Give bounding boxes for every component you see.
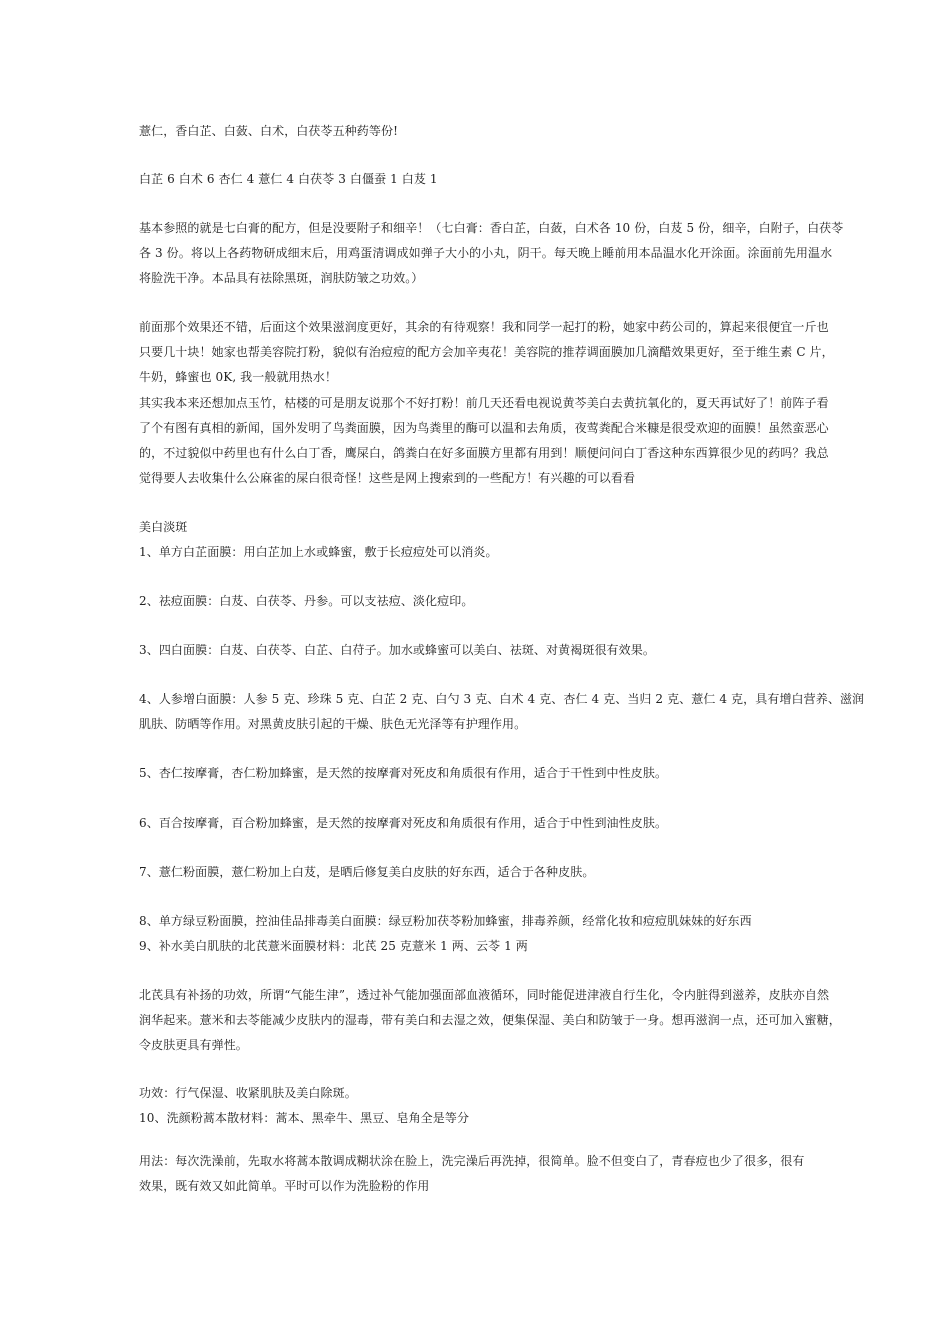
text-line: 薏仁，香白芷、白蔹、白术，白茯苓五种药等份! (139, 124, 399, 138)
text-line: 1、单方白芷面膜：用白芷加上水或蜂蜜，敷于长痘痘处可以消炎。 (139, 545, 498, 559)
text-line: 白芷 6 白术 6 杏仁 4 薏仁 4 白茯苓 3 白僵蚕 1 白芨 1 (139, 172, 438, 186)
text-line: 6、百合按摩膏，百合粉加蜂蜜，是天然的按摩膏对死皮和角质很有作用，适合于中性到油性皮肤。 (139, 816, 668, 830)
text-line: 前面那个效果还不错，后面这个效果滋润度更好，其余的有待观察！我和同学一起打的粉，她家中药公司的，算起来很便宜一斤也 (139, 320, 829, 334)
text-line: 润华起来。薏米和去苓能减少皮肤内的湿毒，带有美白和去湿之效，便集保湿、美白和防皱于一身。想再滋润一点，还可加入蜜糖， (139, 1013, 841, 1027)
text-line: 9、补水美白肌肤的北芪薏米面膜材料：北芪 25 克薏米 1 两、云苓 1 两 (139, 939, 528, 953)
text-line: 牛奶，蜂蜜也 0K, 我一般就用热水！ (139, 370, 337, 384)
text-line: 的，不过貌似中药里也有什么白丁香，鹰屎白，鸽粪白在好多面膜方里都有用到！顺便问问白丁香这种东西算很少见的药吗？我总 (139, 446, 829, 460)
text-line: 7、薏仁粉面膜，薏仁粉加上白芨，是晒后修复美白皮肤的好东西，适合于各种皮肤。 (139, 865, 595, 879)
text-line: 5、杏仁按摩膏，杏仁粉加蜂蜜，是天然的按摩膏对死皮和角质很有作用，适合于干性到中性皮肤。 (139, 766, 668, 780)
text-line: 10、洗颜粉蒿本散材料：蒿本、黑牵牛、黑豆、皂角全是等分 (139, 1111, 470, 1125)
text-line: 4、人参增白面膜：人参 5 克、珍珠 5 克、白芷 2 克、白勺 3 克、白术 4 克、杏仁 4 克、当归 2 克、薏仁 4 克，具有增白营养、滋润 (139, 692, 865, 706)
text-line: 觉得要人去收集什么公麻雀的屎白很奇怪！这些是网上搜索到的一些配方！有兴趣的可以看看 (139, 471, 636, 485)
text-line: 令皮肤更具有弹性。 (139, 1038, 248, 1052)
text-line: 3、四白面膜：白芨、白茯苓、白芷、白苻子。加水或蜂蜜可以美白、祛斑、对黄褐斑很有效果。 (139, 643, 655, 657)
text-line: 北芪具有补扬的功效，所谓“气能生津”，透过补气能加强面部血液循环，同时能促进津液自行生化，令内脏得到滋养，皮肤亦自然 (139, 988, 830, 1002)
text-line: 只要几十块！她家也帮美容院打粉，貌似有治痘痘的配方会加辛夷花！美容院的推荐调面膜加几滴醋效果更好，至于维生素 C 片， (139, 345, 834, 359)
text-line: 各 3 份。将以上各药物研成细末后，用鸡蛋清调成如弹子大小的小丸，阴干。每天晚上睡前用本品温水化开涂面。涂面前先用温水 (139, 246, 833, 260)
text-line: 2、祛痘面膜：白芨、白茯苓、丹参。可以支祛痘、淡化痘印。 (139, 594, 474, 608)
text-line: 效果，既有效又如此简单。平时可以作为洗脸粉的作用 (139, 1179, 430, 1193)
text-line: 肌肤、防晒等作用。对黑黄皮肤引起的干燥、肤色无光泽等有护理作用。 (139, 717, 527, 731)
text-line: 功效：行气保湿、收紧肌肤及美白除斑。 (139, 1086, 357, 1100)
text-line: 了个有图有真相的新闻，国外发明了鸟粪面膜，因为鸟粪里的酶可以温和去角质，夜莺粪配合米糠是很受欢迎的面膜！虽然蛮恶心 (139, 421, 829, 435)
text-line: 基本参照的就是七白膏的配方，但是没要附子和细辛！（七白膏：香白芷，白蔹，白术各 10 份，白芨 5 份，细辛，白附子，白茯苓 (139, 221, 844, 235)
text-line: 其实我本来还想加点玉竹，枯楼的可是朋友说那个不好打粉！前几天还看电视说黄芩美白去黄抗氧化的，夏天再试好了！前阵子看 (139, 396, 829, 410)
text-line: 用法：每次洗澡前，先取水将蒿本散调成糊状涂在脸上，洗完澡后再洗掉，很简单。脸不但变白了，青春痘也少了很多，很有 (139, 1154, 805, 1168)
section-heading: 美白淡斑 (139, 520, 188, 534)
text-line: 将脸洗干净。本品具有祛除黑斑，润肤防皱之功效。） (139, 271, 424, 285)
text-line: 8、单方绿豆粉面膜，控油佳品排毒美白面膜：绿豆粉加茯苓粉加蜂蜜，排毒养颜，经常化妆和痘痘肌妹妹的好东西 (139, 914, 752, 928)
